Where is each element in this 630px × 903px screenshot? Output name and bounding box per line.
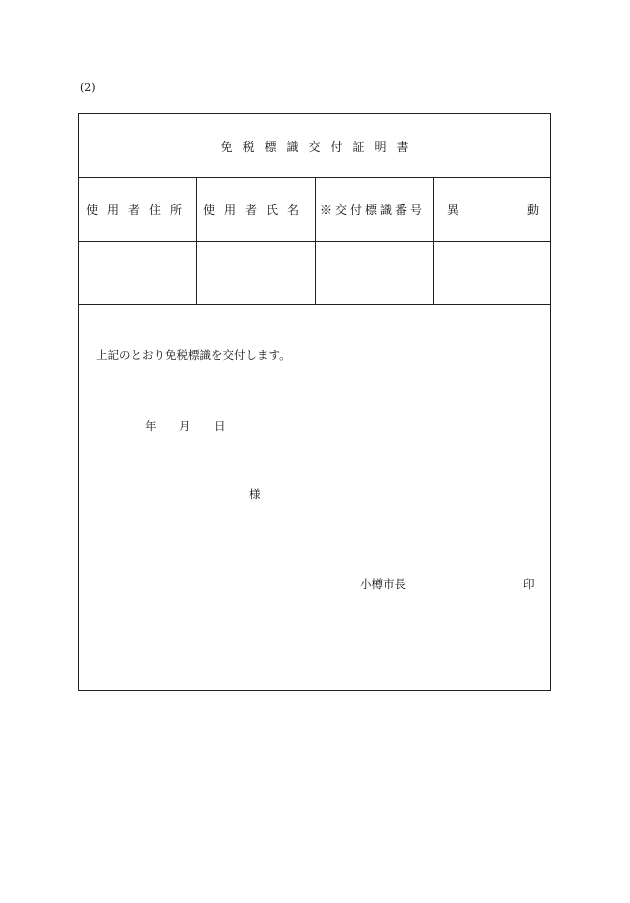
date-month-label: 月	[179, 419, 191, 433]
seal-mark: 印	[523, 577, 535, 591]
header-plate-number: ※交付標識番号	[320, 203, 426, 217]
form-title: 免税標識交付証明書	[220, 140, 419, 154]
header-change	[447, 202, 539, 218]
addressee-honorific: 様	[249, 487, 261, 501]
header-user-name: 使用者氏名	[203, 203, 309, 217]
header-user-address: 使用者住所	[86, 203, 192, 217]
cell-user-name	[197, 242, 315, 304]
cell-change	[434, 242, 551, 304]
cell-plate-number	[316, 242, 433, 304]
page-number: (2)	[80, 81, 96, 94]
cell-user-address	[79, 242, 196, 304]
table-bottom-divider	[79, 304, 550, 305]
header-change-first-char: 異	[447, 203, 460, 217]
certificate-form	[78, 113, 551, 691]
certification-statement: 上記のとおり免税標識を交付します。	[96, 348, 291, 362]
date-year-label: 年	[145, 419, 157, 433]
issuer-title: 小樽市長	[360, 577, 406, 591]
header-change-second-char: 動	[526, 203, 539, 217]
date-day-label: 日	[214, 419, 226, 433]
